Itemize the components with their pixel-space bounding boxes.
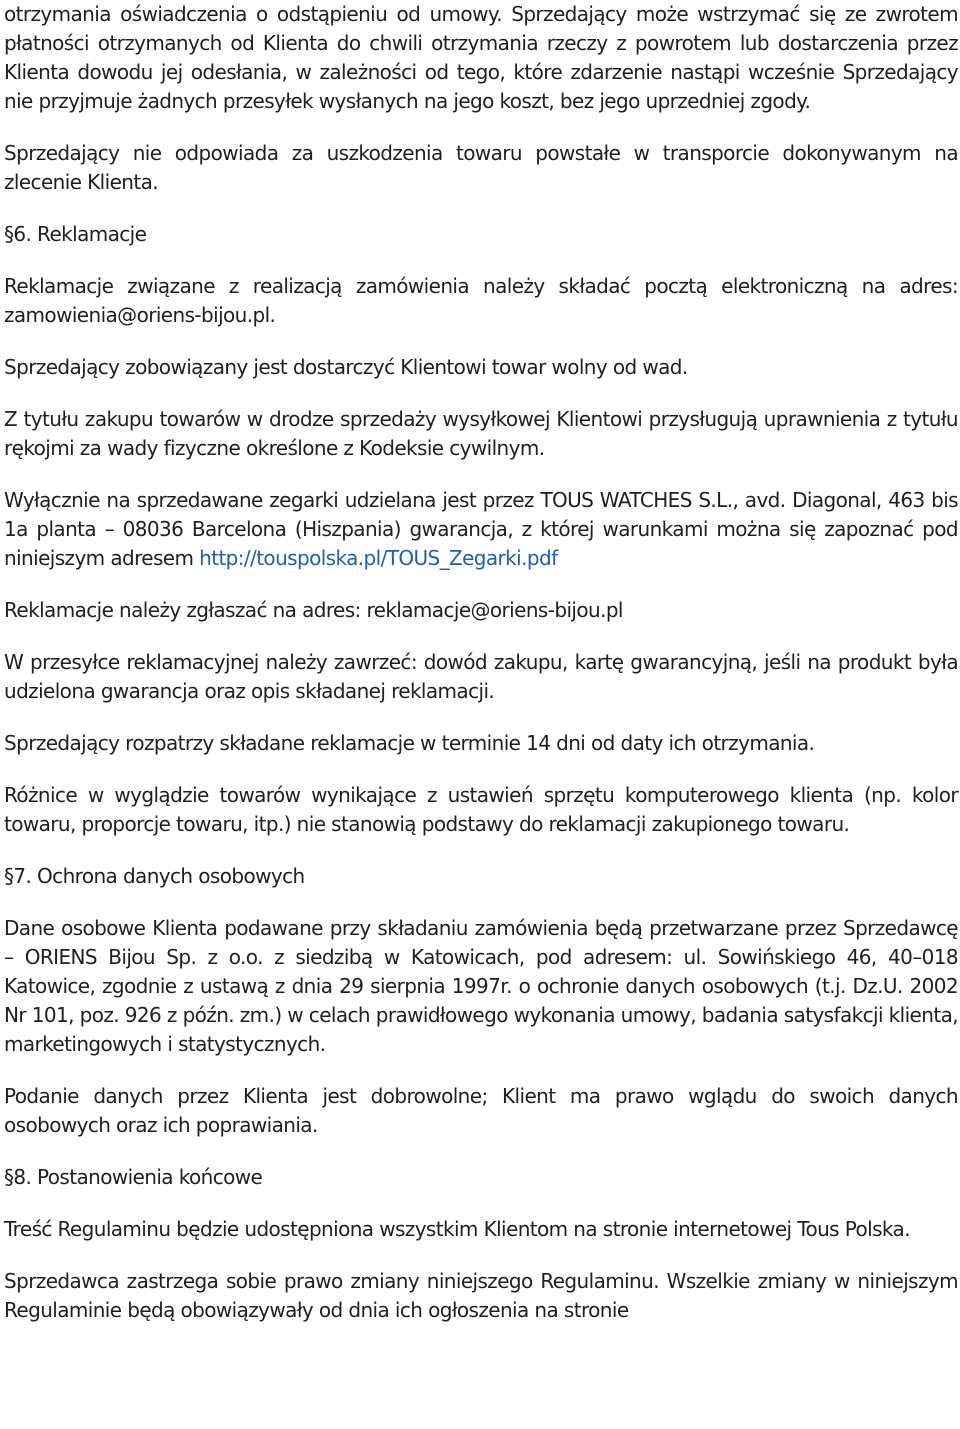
paragraph-withholding-refund: otrzymania oświadczenia o odstąpieniu od umowy. Sprzedający może wstrzymać się ze zwrotem płatności otrzymanych od Klienta do chwili otrzymania rzeczy z powrotem lub dostarczenia przez Klienta dowodu jej odesłania, w zależności od tego, które zdarzenie nastąpi wcześnie Sprzedający nie przyjmuje żadnych przesyłek wysłanych na jego koszt, bez jego uprzedniej zgody. (4, 2, 958, 113)
paragraph-complaints-email: Reklamacje związane z realizacją zamówienia należy składać pocztą elektroniczną na adres: zamowienia@oriens-bijou.pl. (4, 274, 958, 327)
paragraph-defect-free: Sprzedający zobowiązany jest dostarczyć Klientowi towar wolny od wad. (4, 355, 688, 379)
section-heading-8: §8. Postanowienia końcowe (4, 1165, 263, 1189)
document-page (4, 0, 958, 1325)
paragraph-tous-watches-text: Wyłącznie na sprzedawane zegarki udzielana jest przez TOUS WATCHES S.L., avd. Diagonal, 463 bis 1a planta – 08036 Barcelona (Hiszpania) gwarancja, z której warunkami można się zapoznać pod niniejszym adresem (4, 488, 958, 570)
paragraph-terms-availability: Treść Regulaminu będzie udostępniona wszystkim Klientom na stronie internetowej Tous Polska. (4, 1217, 910, 1241)
paragraph-tous-watches (4, 486, 958, 573)
section-heading-6: §6. Reklamacje (4, 222, 147, 246)
paragraph-transport-damage: Sprzedający nie odpowiada za uszkodzenia towaru powstałe w transporcie dokonywanym na zlecenie Klienta. (4, 141, 958, 194)
section-heading-7: §7. Ochrona danych osobowych (4, 864, 305, 888)
paragraph-complaint-deadline: Sprzedający rozpatrzy składane reklamacje w terminie 14 dni od daty ich otrzymania. (4, 731, 815, 755)
paragraph-complaint-contents: W przesyłce reklamacyjnej należy zawrzeć: dowód zakupu, kartę gwarancyjną, jeśli na produkt była udzielona gwarancja oraz opis składanej reklamacji. (4, 650, 958, 703)
paragraph-terms-changes: Sprzedawca zastrzega sobie prawo zmiany niniejszego Regulaminu. Wszelkie zmiany w niniejszym Regulaminie będą obowiązywały od dnia ich ogłoszenia na stronie (4, 1269, 958, 1322)
paragraph-appearance-differences: Różnice w wyglądzie towarów wynikające z ustawień sprzętu komputerowego klienta (np. kolor towaru, proporcje towaru, itp.) nie stanowią podstawy do reklamacji zakupionego towaru. (4, 783, 958, 836)
paragraph-data-voluntary: Podanie danych przez Klienta jest dobrowolne; Klient ma prawo wglądu do swoich danych osobowych oraz ich poprawiania. (4, 1084, 958, 1137)
paragraph-complaints-address: Reklamacje należy zgłaszać na adres: reklamacje@oriens-bijou.pl (4, 598, 623, 622)
tous-warranty-link[interactable]: http://touspolska.pl/TOUS_Zegarki.pdf (199, 546, 558, 570)
paragraph-warranty-rights: Z tytułu zakupu towarów w drodze sprzedaży wysyłkowej Klientowi przysługują uprawnienia z tytułu rękojmi za wady fizyczne określone z Kodeksie cywilnym. (4, 407, 958, 460)
paragraph-data-processing: Dane osobowe Klienta podawane przy składaniu zamówienia będą przetwarzane przez Sprzedawcę – ORIENS Bijou Sp. z o.o. z siedzibą w Katowicach, pod adresem: ul. Sowińskiego 46, 40–018 Katowice, zgodnie z ustawą z dnia 29 sierpnia 1997r. o ochronie danych osobowych (t.j. Dz.U. 2002 Nr 101, poz. 926 z późn. zm.) w celach prawidłowego wykonania umowy, badania satysfakcji klienta, marketingowych i statystycznych. (4, 916, 958, 1056)
